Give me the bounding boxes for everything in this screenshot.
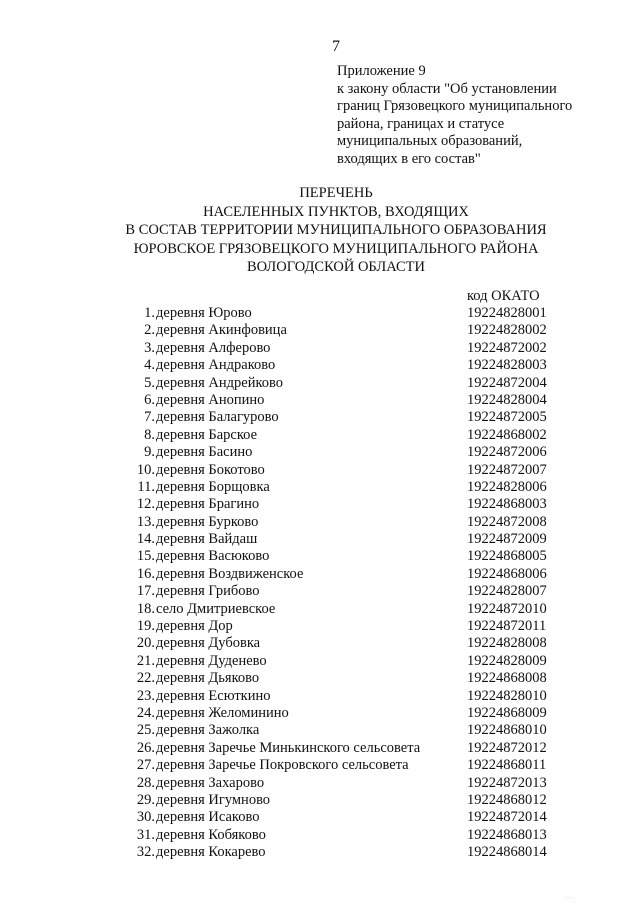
settlement-name: деревня Есюткино bbox=[156, 687, 271, 704]
settlement-name: деревня Вайдаш bbox=[156, 531, 258, 548]
settlement-okato-code: 19224868006 bbox=[467, 565, 547, 582]
settlement-okato-code: 19224872005 bbox=[467, 409, 547, 426]
settlement-number: 4. bbox=[144, 357, 155, 374]
settlement-row bbox=[60, 462, 560, 479]
settlement-name: деревня Исаково bbox=[156, 809, 260, 826]
settlement-okato-code: 19224828004 bbox=[467, 391, 547, 408]
settlement-row bbox=[60, 583, 560, 600]
settlement-number: 11. bbox=[137, 478, 155, 495]
settlement-number: 16. bbox=[136, 565, 155, 582]
settlement-okato-code: 19224828010 bbox=[467, 687, 547, 704]
settlement-name: деревня Грибово bbox=[156, 583, 260, 600]
settlement-okato-code: 19224872007 bbox=[467, 461, 547, 478]
settlement-row bbox=[60, 792, 560, 809]
settlement-number: 1. bbox=[144, 305, 155, 321]
settlement-number: 32. bbox=[136, 844, 155, 861]
settlement-okato-code: 19224872012 bbox=[467, 739, 547, 756]
settlement-row bbox=[60, 740, 560, 757]
settlement-okato-code: 19224828007 bbox=[467, 583, 547, 600]
settlement-row bbox=[60, 392, 560, 409]
settlement-name: село Дмитриевское bbox=[156, 600, 276, 617]
settlement-row bbox=[60, 827, 560, 844]
settlement-row bbox=[60, 635, 560, 652]
settlement-name: деревня Кокарево bbox=[156, 844, 266, 861]
settlement-row bbox=[60, 479, 560, 496]
settlement-okato-code: 19224868011 bbox=[467, 757, 547, 774]
settlement-number: 7. bbox=[144, 409, 155, 426]
settlement-name: деревня Анопино bbox=[156, 391, 265, 408]
okato-column-header: код ОКАТО bbox=[467, 288, 540, 304]
settlement-name: деревня Бокотово bbox=[156, 461, 265, 478]
title-line: ВОЛОГОДСКОЙ ОБЛАСТИ bbox=[247, 259, 425, 275]
settlement-number: 31. bbox=[136, 826, 155, 843]
settlement-name: деревня Бурково bbox=[156, 513, 259, 530]
settlement-row bbox=[60, 722, 560, 739]
settlement-name: деревня Алферово bbox=[156, 339, 271, 356]
settlement-number: 15. bbox=[136, 548, 155, 565]
settlement-okato-code: 19224828009 bbox=[467, 652, 547, 669]
settlement-name: деревня Андраково bbox=[156, 357, 276, 374]
title-line: ПЕРЕЧЕНЬ bbox=[299, 185, 373, 201]
settlement-row bbox=[60, 305, 560, 322]
settlement-okato-code: 19224828006 bbox=[467, 478, 547, 495]
settlement-name: деревня Игумново bbox=[156, 791, 271, 808]
settlement-row bbox=[60, 670, 560, 687]
title-line: ЮРОВСКОЕ ГРЯЗОВЕЦКОГО МУНИЦИПАЛЬНОГО РАЙОНА bbox=[133, 240, 539, 257]
appendix-line: муниципальных образований, bbox=[337, 133, 523, 149]
settlement-name: деревня Дубовка bbox=[156, 635, 261, 652]
settlement-number: 5. bbox=[144, 374, 155, 391]
settlement-okato-code: 19224868008 bbox=[467, 670, 547, 687]
settlement-row bbox=[60, 688, 560, 705]
settlement-name: деревня Дор bbox=[156, 618, 233, 635]
settlement-okato-code: 19224828008 bbox=[467, 635, 547, 652]
settlement-row bbox=[60, 809, 560, 826]
settlement-number: 20. bbox=[136, 635, 155, 652]
settlement-name: деревня Борщовка bbox=[156, 478, 270, 495]
settlement-row bbox=[60, 548, 560, 565]
settlement-okato-code: 19224868014 bbox=[467, 844, 547, 861]
settlement-number: 21. bbox=[136, 652, 155, 669]
settlement-name: деревня Дьяково bbox=[156, 670, 260, 687]
settlement-name: деревня Заречье Минькинского сельсовета bbox=[156, 739, 421, 756]
settlement-row bbox=[60, 444, 560, 461]
settlement-name: деревня Брагино bbox=[156, 496, 260, 513]
settlement-name: деревня Желоминино bbox=[156, 704, 289, 721]
settlement-row bbox=[60, 653, 560, 670]
scan-mark: · · · bbox=[566, 896, 574, 901]
settlement-row bbox=[60, 705, 560, 722]
settlement-number: 8. bbox=[144, 426, 155, 443]
settlement-name: деревня Кобяково bbox=[156, 826, 266, 843]
settlement-row bbox=[60, 496, 560, 513]
settlement-number: 9. bbox=[144, 444, 155, 461]
settlement-number: 30. bbox=[136, 809, 155, 826]
document-title bbox=[0, 184, 640, 277]
appendix-line: района, границах и статусе bbox=[337, 115, 505, 132]
settlement-number: 27. bbox=[136, 757, 155, 774]
settlement-name: деревня Дуденево bbox=[156, 652, 267, 669]
settlement-number: 24. bbox=[136, 704, 155, 721]
settlement-okato-code: 19224872006 bbox=[467, 444, 547, 461]
settlement-okato-code: 19224828003 bbox=[467, 357, 547, 374]
settlement-name: деревня Барское bbox=[156, 426, 258, 443]
title-line: НАСЕЛЕННЫХ ПУНКТОВ, ВХОДЯЩИХ bbox=[203, 203, 469, 220]
page-number: 7 bbox=[332, 38, 340, 55]
settlement-number: 22. bbox=[136, 670, 155, 687]
settlement-okato-code: 19224872010 bbox=[467, 600, 547, 617]
settlement-okato-code: 19224868013 bbox=[467, 826, 547, 843]
settlement-okato-code: 19224868002 bbox=[467, 426, 547, 443]
settlement-okato-code: 19224872008 bbox=[467, 513, 547, 530]
settlement-row bbox=[60, 566, 560, 583]
appendix-line: Приложение 9 bbox=[337, 63, 426, 79]
settlement-number: 13. bbox=[136, 513, 155, 530]
settlement-name: деревня Андрейково bbox=[156, 374, 284, 391]
settlement-okato-code: 19224868012 bbox=[467, 791, 547, 808]
settlement-row bbox=[60, 531, 560, 548]
settlement-row bbox=[60, 427, 560, 444]
settlement-okato-code: 19224872002 bbox=[467, 339, 547, 356]
settlement-number: 28. bbox=[136, 774, 155, 791]
settlement-number: 26. bbox=[136, 739, 155, 756]
settlement-row bbox=[60, 514, 560, 531]
settlement-row bbox=[60, 409, 560, 426]
settlement-name: деревня Заречье Покровского сельсовета bbox=[156, 757, 409, 774]
settlement-number: 25. bbox=[136, 722, 155, 739]
settlement-name: деревня Юрово bbox=[156, 305, 252, 321]
appendix-line: к закону области "Об установлении bbox=[337, 80, 557, 97]
settlement-okato-code: 19224828001 bbox=[467, 305, 547, 321]
settlement-name: деревня Зажолка bbox=[156, 722, 260, 739]
settlement-name: деревня Акинфовица bbox=[156, 322, 287, 339]
settlement-okato-code: 19224868003 bbox=[467, 496, 547, 513]
settlement-number: 10. bbox=[136, 461, 155, 478]
settlement-okato-code: 19224872013 bbox=[467, 774, 547, 791]
settlement-row bbox=[60, 357, 560, 374]
settlement-row bbox=[60, 601, 560, 618]
settlement-okato-code: 19224868005 bbox=[467, 548, 547, 565]
settlement-name: деревня Захарово bbox=[156, 774, 265, 791]
settlement-row bbox=[60, 757, 560, 774]
settlement-okato-code: 19224868010 bbox=[467, 722, 547, 739]
settlement-name: деревня Воздвиженское bbox=[156, 565, 304, 582]
settlement-number: 6. bbox=[144, 391, 155, 408]
settlement-number: 14. bbox=[136, 531, 155, 548]
settlement-row bbox=[60, 322, 560, 339]
title-line: В СОСТАВ ТЕРРИТОРИИ МУНИЦИПАЛЬНОГО ОБРАЗОВАНИЯ bbox=[125, 222, 547, 238]
settlement-row bbox=[60, 775, 560, 792]
settlement-row bbox=[60, 844, 560, 861]
settlement-number: 12. bbox=[136, 496, 155, 513]
settlement-row bbox=[60, 375, 560, 392]
settlement-okato-code: 19224872009 bbox=[467, 531, 547, 548]
settlement-name: деревня Басино bbox=[156, 444, 253, 461]
settlement-name: деревня Балагурово bbox=[156, 409, 279, 426]
settlement-name: деревня Васюково bbox=[156, 548, 270, 565]
appendix-note bbox=[337, 63, 627, 168]
settlement-number: 3. bbox=[144, 339, 155, 356]
settlement-list bbox=[60, 305, 560, 862]
appendix-line: входящих в его состав" bbox=[337, 150, 481, 167]
settlement-okato-code: 19224828002 bbox=[467, 322, 547, 339]
settlement-okato-code: 19224868009 bbox=[467, 704, 547, 721]
settlement-okato-code: 19224872011 bbox=[467, 618, 547, 635]
settlement-row bbox=[60, 340, 560, 357]
settlement-number: 23. bbox=[136, 687, 155, 704]
settlement-row bbox=[60, 618, 560, 635]
settlement-number: 19. bbox=[136, 618, 155, 635]
settlement-number: 29. bbox=[136, 791, 155, 808]
settlement-number: 18. bbox=[136, 600, 155, 617]
settlement-number: 17. bbox=[136, 583, 155, 600]
settlement-number: 2. bbox=[144, 322, 155, 339]
settlement-okato-code: 19224872004 bbox=[467, 374, 547, 391]
settlement-okato-code: 19224872014 bbox=[467, 809, 547, 826]
appendix-line: границ Грязовецкого муниципального bbox=[337, 98, 573, 114]
